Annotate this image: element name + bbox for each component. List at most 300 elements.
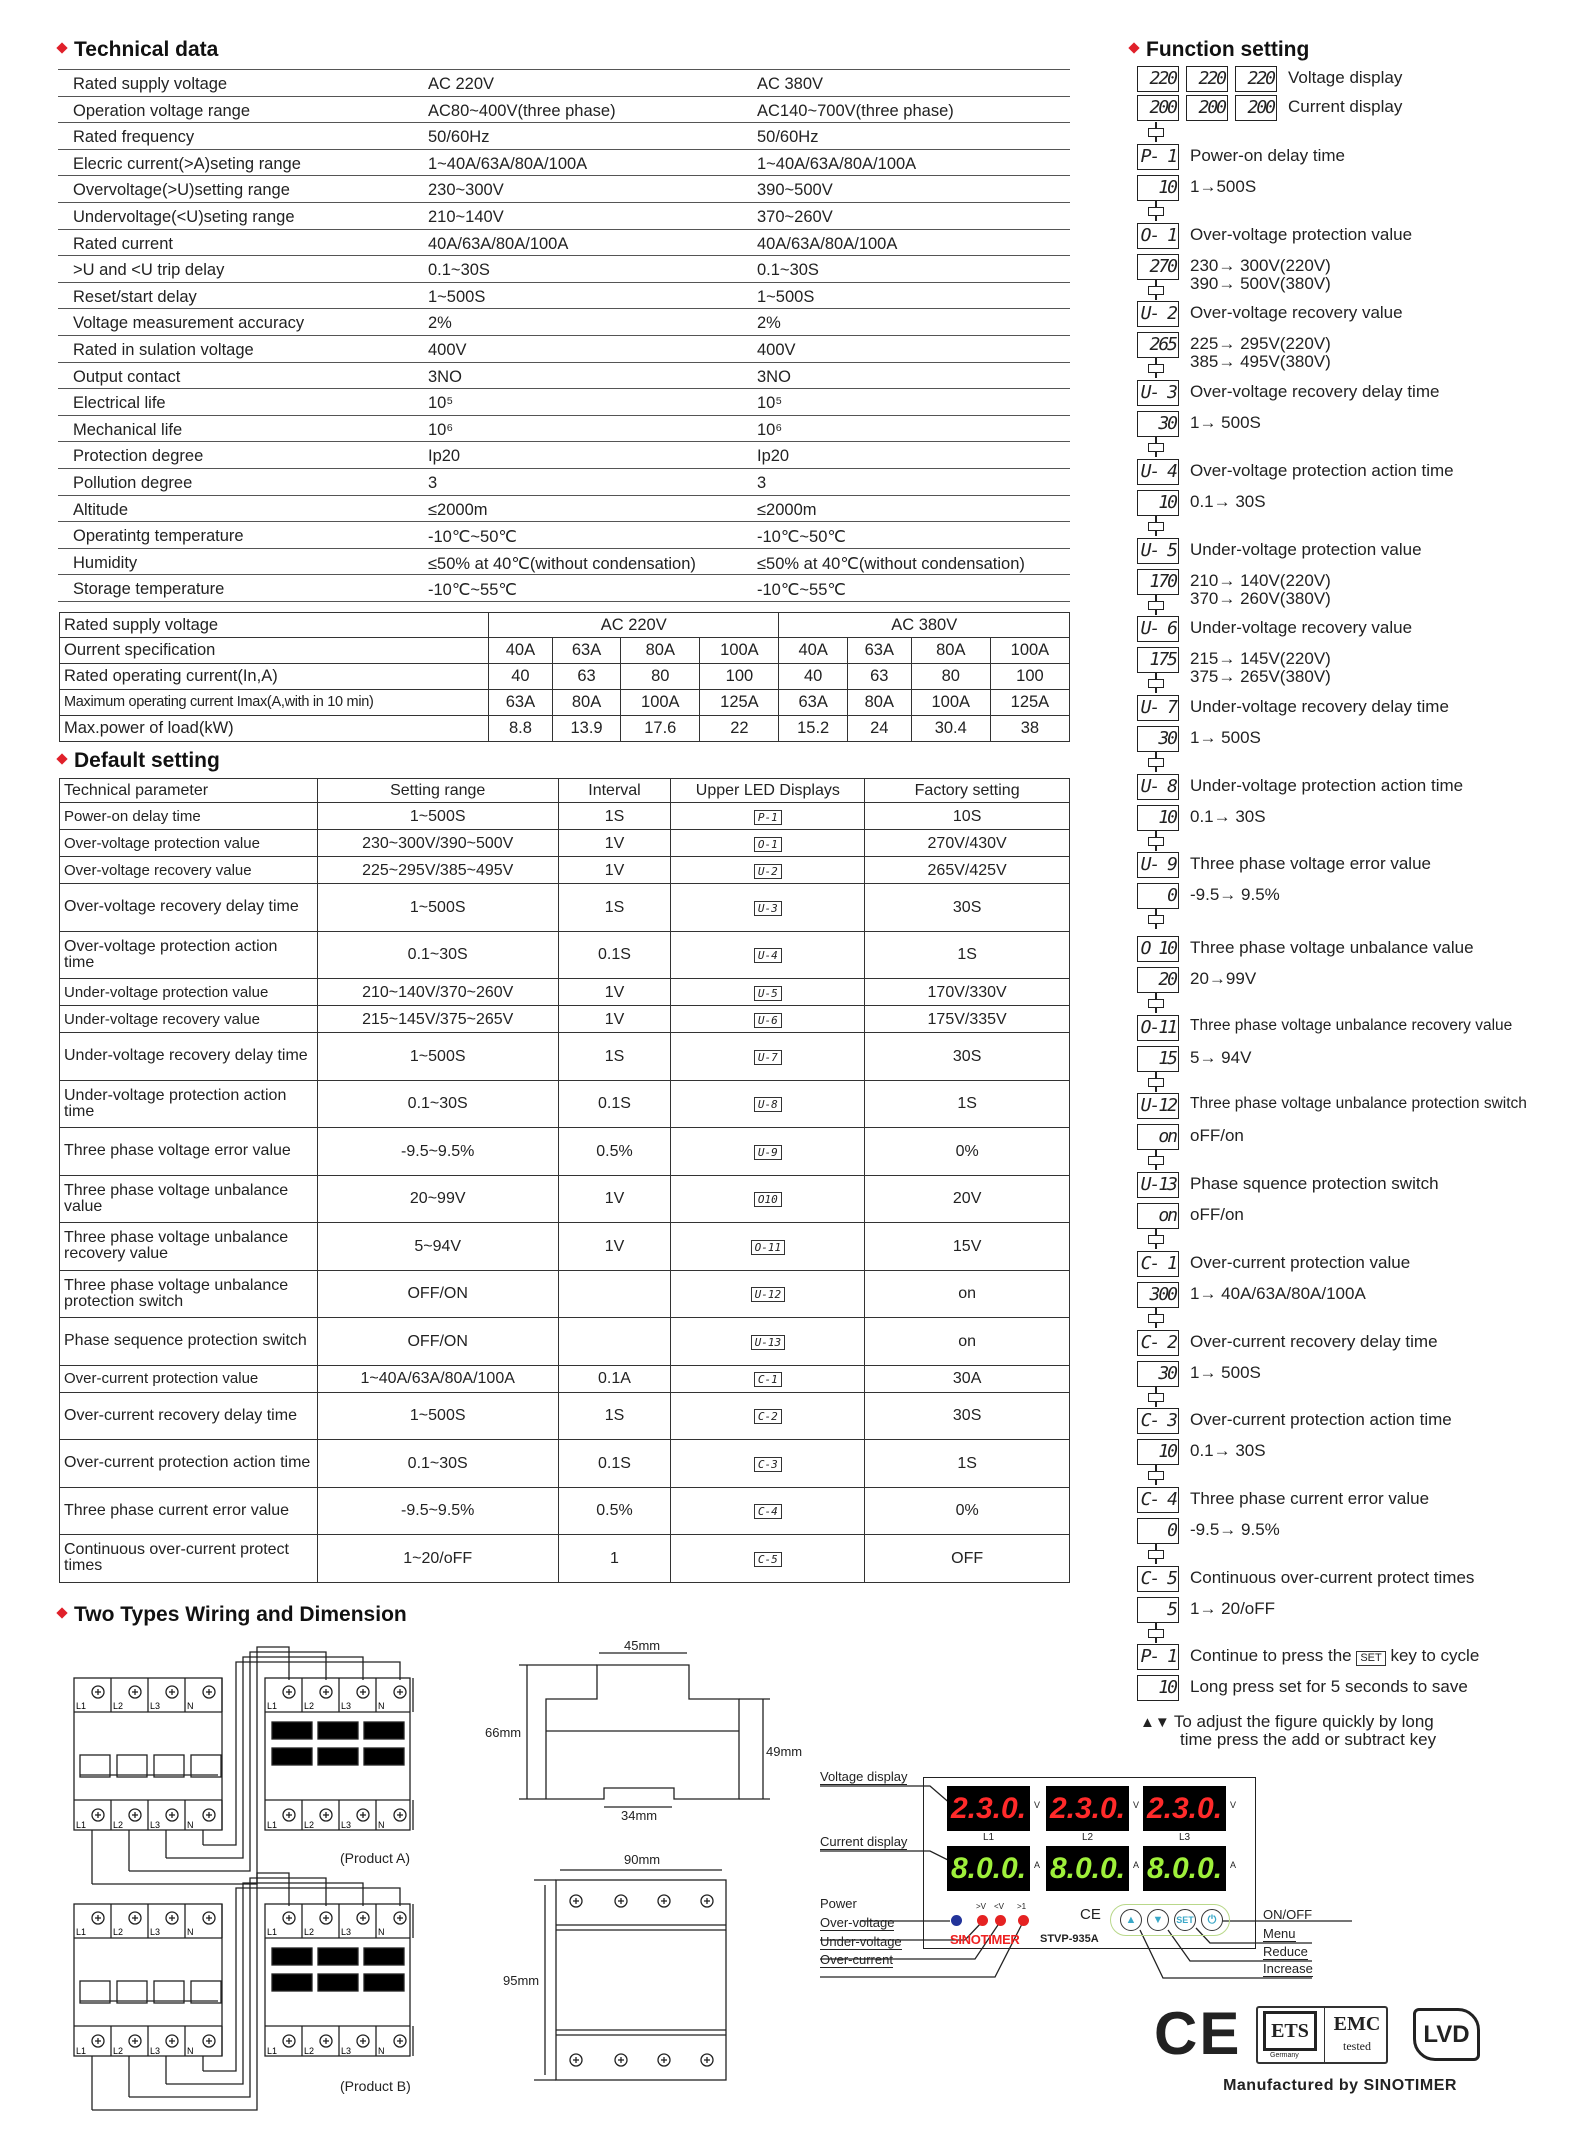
function-desc: Continuous over-current protect times: [1190, 1567, 1475, 1587]
function-range: 5→ 94V: [1190, 1047, 1252, 1067]
tech-param: Mechanical life: [73, 420, 183, 439]
param-cell: Three phase voltage error value: [60, 1128, 318, 1176]
set-key-icon: [1148, 443, 1164, 452]
tech-value-380v: -10℃~55℃: [757, 581, 846, 600]
range-cell: -9.5~9.5%: [317, 1487, 558, 1535]
led-label: >1: [1017, 1902, 1027, 1911]
load-label: Max.power of load(kW): [60, 716, 489, 742]
load-cell: 40A: [779, 638, 847, 664]
breaker-handle: [80, 1981, 110, 2003]
mini-display: [272, 1948, 312, 1965]
range-cell: 1~500S: [317, 1033, 558, 1081]
interval-cell: 0.1S: [558, 1080, 671, 1128]
set-key-icon: [1148, 128, 1164, 137]
led-label: <V: [994, 1902, 1005, 1911]
param-cell: Three phase voltage unbalance recovery value: [60, 1223, 318, 1271]
current-display: 8.0.0.: [947, 1846, 1030, 1891]
panel-left-label: Current display: [820, 1834, 908, 1849]
range-cell: 1~20/oFF: [317, 1535, 558, 1583]
function-value: on: [1137, 1203, 1179, 1229]
set-key-icon: [1148, 286, 1164, 295]
panel-left-label: Power: [820, 1896, 857, 1911]
function-code: C- 3: [1137, 1408, 1179, 1434]
factory-cell: 30S: [865, 884, 1070, 932]
function-range: 1→ 500S: [1190, 727, 1261, 747]
param-cell: Over-current protection action time: [60, 1440, 318, 1488]
adjust-note: ▲▼ To adjust the figure quickly by long time press the add or subtract key: [1140, 1712, 1437, 1749]
default-header-cell: Setting range: [317, 779, 558, 803]
function-desc: Under-voltage recovery delay time: [1190, 696, 1449, 716]
function-range: 20→99V: [1190, 969, 1257, 988]
function-range: 210→ 140V(220V): [1190, 570, 1331, 590]
panel-right-label: Reduce: [1263, 1944, 1308, 1959]
terminal-label: L1: [76, 1701, 87, 1711]
range-cell: 1~500S: [317, 1392, 558, 1440]
tech-value-220v: ≤2000m: [428, 500, 488, 519]
led-label: >V: [976, 1902, 987, 1911]
manufacturer-text: Manufactured by SINOTIMER: [1223, 2077, 1457, 2094]
power-led-icon: [951, 1915, 962, 1926]
terminal-label: L3: [341, 1701, 352, 1711]
factory-cell: 270V/430V: [865, 830, 1070, 857]
tech-value-220v: 0.1~30S: [428, 261, 490, 280]
panel-left-label: Under-voltage: [820, 1934, 902, 1949]
param-cell: Three phase voltage unbalance protection switch: [60, 1270, 318, 1318]
tech-param: Undervoltage(<U)seting range: [73, 207, 295, 226]
led-code-icon: U-8: [754, 1097, 782, 1112]
amp-unit: A: [1034, 1860, 1041, 1870]
function-code: O-11: [1137, 1015, 1179, 1041]
current-display-code: 200: [1137, 95, 1179, 121]
tech-value-380v: 50/60Hz: [757, 128, 819, 147]
factory-cell: 1S: [865, 1440, 1070, 1488]
tech-value-220v: 50/60Hz: [428, 128, 490, 147]
function-range: 230→ 300V(220V): [1190, 255, 1331, 275]
breaker-handle: [154, 1755, 184, 1777]
function-code: U- 9: [1137, 852, 1179, 878]
param-cell: Over-voltage protection action time: [60, 931, 318, 979]
dim-top-width: 45mm: [624, 1638, 661, 1653]
factory-cell: 1S: [865, 931, 1070, 979]
range-cell: 5~94V: [317, 1223, 558, 1271]
diamond-bullet-icon: [1128, 43, 1139, 54]
interval-cell: 1V: [558, 857, 671, 884]
default-header-cell: Upper LED Displays: [671, 779, 865, 803]
load-cell: 40: [779, 664, 847, 690]
terminal-label: N: [378, 1820, 385, 1830]
range-cell: 0.1~30S: [317, 1080, 558, 1128]
function-desc: Under-voltage protection action time: [1190, 775, 1464, 795]
tech-param: >U and <U trip delay: [73, 261, 225, 280]
terminal-label: L3: [150, 1820, 161, 1830]
led-code-icon: U-5: [754, 986, 782, 1001]
load-label: Rated operating current(In,A): [60, 664, 489, 690]
terminal-label: L2: [113, 1820, 124, 1830]
factory-cell: 30A: [865, 1365, 1070, 1392]
led-code-icon: O10: [754, 1192, 782, 1207]
terminal-label: N: [187, 2046, 194, 2056]
voltage-display: 2.3.0.: [947, 1786, 1030, 1831]
factory-cell: 15V: [865, 1223, 1070, 1271]
tech-param: Voltage measurement accuracy: [73, 314, 305, 333]
function-desc: Over-current protection action time: [1190, 1410, 1452, 1430]
interval-cell: 1S: [558, 1033, 671, 1081]
function-range: 1→ 500S: [1190, 413, 1261, 433]
phase-label: L2: [1082, 1832, 1094, 1843]
param-cell: Three phase voltage unbalance value: [60, 1175, 318, 1223]
function-range: 375→ 265V(380V): [1190, 667, 1331, 687]
technical-data-heading: Technical data: [58, 38, 218, 62]
tech-value-220v: 2%: [428, 314, 452, 333]
dim-rail: 34mm: [621, 1808, 658, 1823]
function-value: 5: [1137, 1597, 1179, 1623]
factory-cell: 30S: [865, 1033, 1070, 1081]
factory-cell: 1S: [865, 1080, 1070, 1128]
panel-left-label: Voltage display: [820, 1769, 908, 1784]
tech-param: Protection degree: [73, 447, 204, 466]
tech-value-220v: 10⁵: [428, 394, 454, 413]
voltage-display: 2.3.0.: [1046, 1786, 1129, 1831]
function-desc: Under-voltage recovery value: [1190, 618, 1413, 638]
led-code-icon: U-7: [754, 1050, 782, 1065]
mini-display: [272, 1974, 312, 1991]
mini-display: [364, 1974, 404, 1991]
load-cell: 80A: [847, 690, 911, 716]
load-cell: 100A: [990, 638, 1069, 664]
tech-value-220v: -10℃~55℃: [428, 581, 517, 600]
tech-value-220v: 230~300V: [428, 181, 504, 200]
function-desc: Over-voltage recovery delay time: [1190, 382, 1440, 402]
interval-cell: 1S: [558, 803, 671, 830]
tech-value-380v: 10⁵: [757, 394, 783, 413]
load-label: Ourrent specification: [60, 638, 489, 664]
tech-value-220v: 1~40A/63A/80A/100A: [428, 154, 588, 173]
interval-cell: 1S: [558, 884, 671, 932]
load-cell: 63A: [552, 638, 620, 664]
panel-left-label: Over-current: [820, 1952, 893, 1967]
factory-cell: on: [865, 1270, 1070, 1318]
terminal-label: L1: [267, 2046, 278, 2056]
product-a-label: (Product A): [340, 1850, 411, 1866]
factory-cell: 0%: [865, 1128, 1070, 1176]
interval-cell: 0.1A: [558, 1365, 671, 1392]
function-value: 10: [1137, 1675, 1179, 1701]
set-button[interactable]: SET: [1174, 1909, 1196, 1931]
mini-display: [364, 1948, 404, 1965]
set-key-icon: [1148, 758, 1164, 767]
range-cell: OFF/ON: [317, 1270, 558, 1318]
function-code: U-12: [1137, 1093, 1179, 1119]
volt-unit: V: [1034, 1800, 1041, 1810]
dim-depth: 95mm: [503, 1973, 540, 1988]
function-code: P- 1: [1137, 144, 1179, 170]
tech-value-220v: 40A/63A/80A/100A: [428, 234, 569, 253]
led-code-icon: C-1: [754, 1372, 782, 1387]
interval-cell: 1V: [558, 979, 671, 1006]
interval-cell: 1V: [558, 830, 671, 857]
load-cell: 40: [489, 664, 553, 690]
set-key-icon: [1148, 1156, 1164, 1165]
current-display: 8.0.0.: [1143, 1846, 1226, 1891]
panel-left-label: Over-voltage: [820, 1915, 895, 1930]
ce-mark: CE: [1154, 2000, 1242, 2067]
up-button[interactable]: ▲: [1120, 1909, 1142, 1931]
terminal-label: L1: [76, 2046, 87, 2056]
led-code-icon: P-1: [754, 810, 782, 825]
alarm-led-icon: [977, 1915, 988, 1926]
function-desc: Phase squence protection switch: [1190, 1174, 1439, 1194]
set-key-icon: SET: [1356, 1651, 1385, 1666]
function-value: 10: [1137, 490, 1179, 516]
terminal-label: L3: [150, 1927, 161, 1937]
param-cell: Over-current protection value: [60, 1365, 318, 1392]
function-code: O 10: [1137, 936, 1179, 962]
tech-param: Rated supply voltage: [73, 75, 228, 93]
terminal-label: L1: [267, 1927, 278, 1937]
set-key-icon: [1148, 601, 1164, 610]
led-code-icon: C-2: [754, 1409, 782, 1424]
tech-value-380v: 400V: [757, 340, 796, 359]
tech-param: Rated frequency: [73, 128, 195, 147]
function-desc: Over-voltage protection action time: [1190, 460, 1454, 480]
function-value: 10: [1137, 175, 1179, 201]
tech-value-380v: 1~500S: [757, 287, 815, 306]
tech-param: Overvoltage(>U)setting range: [73, 181, 290, 200]
led-code-icon: U-4: [754, 948, 782, 963]
interval-cell: 1: [558, 1535, 671, 1583]
dim-height: 66mm: [485, 1725, 522, 1740]
terminal-label: L2: [113, 2046, 124, 2056]
breaker-handle: [117, 1981, 147, 2003]
amp-unit: A: [1230, 1860, 1237, 1870]
set-key-icon: [1148, 1393, 1164, 1402]
range-cell: 0.1~30S: [317, 1440, 558, 1488]
power-button[interactable]: ⏻: [1201, 1909, 1223, 1931]
terminal-label: N: [187, 1701, 194, 1711]
default-header-cell: Factory setting: [865, 779, 1070, 803]
function-desc: Three phase voltage unbalance value: [1190, 938, 1474, 957]
factory-cell: 30S: [865, 1392, 1070, 1440]
load-cell: 100A: [621, 690, 700, 716]
factory-cell: 20V: [865, 1175, 1070, 1223]
function-range: 1→500S: [1190, 177, 1257, 196]
terminal-label: N: [378, 1927, 385, 1937]
param-cell: Under-voltage recovery delay time: [60, 1033, 318, 1081]
function-range: 1→ 500S: [1190, 1362, 1261, 1382]
breaker-handle: [191, 1981, 221, 2003]
tech-param: Storage temperature: [73, 580, 225, 599]
terminal-label: L2: [304, 1820, 315, 1830]
default-setting-heading: Default setting: [58, 749, 220, 773]
load-cell: 100A: [700, 638, 779, 664]
range-cell: 1~40A/63A/80A/100A: [317, 1365, 558, 1392]
interval-cell: 0.1S: [558, 931, 671, 979]
function-value: 270: [1137, 254, 1179, 280]
tech-value-380v: 40A/63A/80A/100A: [757, 234, 898, 253]
load-cell: 63A: [847, 638, 911, 664]
breaker-handle: [80, 1755, 110, 1777]
terminal-label: N: [187, 1927, 194, 1937]
load-header-label: Rated supply voltage: [60, 613, 489, 638]
voltage-display-code: 220: [1235, 66, 1277, 92]
function-code: U- 3: [1137, 380, 1179, 406]
load-cell: 100: [990, 664, 1069, 690]
function-range: 1→ 40A/63A/80A/100A: [1190, 1283, 1366, 1303]
function-range: Long press set for 5 seconds to save: [1190, 1677, 1468, 1697]
function-desc: Three phase voltage error value: [1190, 854, 1431, 874]
function-value: 0: [1137, 1518, 1179, 1544]
load-cell: 8.8: [489, 716, 553, 742]
param-cell: Over-current recovery delay time: [60, 1392, 318, 1440]
tech-param: Rated in sulation voltage: [73, 340, 254, 359]
function-value: 265: [1137, 332, 1179, 358]
function-range: 370→ 260V(380V): [1190, 588, 1331, 608]
terminal-label: L1: [267, 1820, 278, 1830]
function-value: 10: [1137, 805, 1179, 831]
set-key-icon: [1148, 1629, 1164, 1638]
tech-value-380v: 1~40A/63A/80A/100A: [757, 154, 917, 173]
tech-value-380v: Ip20: [757, 447, 790, 466]
load-cell: 22: [700, 716, 779, 742]
tech-value-220v: 10⁶: [428, 420, 454, 439]
led-code-icon: O-11: [751, 1240, 786, 1255]
function-code: C- 5: [1137, 1566, 1179, 1592]
factory-cell: OFF: [865, 1535, 1070, 1583]
tech-value-380v: 10⁶: [757, 420, 783, 439]
function-range: 390→ 500V(380V): [1190, 273, 1331, 293]
volt-unit: V: [1230, 1800, 1237, 1810]
param-cell: Three phase current error value: [60, 1487, 318, 1535]
function-desc: Over-voltage recovery value: [1190, 303, 1403, 323]
voltage-display: 2.3.0.: [1143, 1786, 1226, 1831]
led-code-icon: U-6: [754, 1013, 782, 1028]
function-range: 215→ 145V(220V): [1190, 649, 1331, 669]
dim-body-height: 49mm: [766, 1744, 803, 1759]
tech-value-220v: AC80~400V(three phase): [428, 101, 616, 120]
range-cell: 20~99V: [317, 1175, 558, 1223]
tech-value-220v: ≤50% at 40℃(without condensation): [428, 554, 696, 573]
tech-value-220v: -10℃~50℃: [428, 528, 517, 547]
param-cell: Over-voltage protection value: [60, 830, 318, 857]
led-code-icon: U-13: [751, 1335, 786, 1350]
function-value: 170: [1137, 569, 1179, 595]
load-cell: 24: [847, 716, 911, 742]
front-view-outline: [556, 1880, 726, 2080]
interval-cell: 1V: [558, 1175, 671, 1223]
voltage-display-code: 220: [1186, 66, 1228, 92]
factory-cell: 265V/425V: [865, 857, 1070, 884]
voltage-display-code: 220: [1137, 66, 1179, 92]
lvd-logo: LVD: [1413, 2008, 1480, 2061]
function-value: 175: [1137, 647, 1179, 673]
function-code: U- 4: [1137, 459, 1179, 485]
tech-value-220v: 1~500S: [428, 287, 486, 306]
tech-value-220v: 3: [428, 473, 438, 492]
set-key-icon: [1148, 679, 1164, 688]
set-key-icon: [1148, 207, 1164, 216]
current-display-code: 200: [1186, 95, 1228, 121]
factory-cell: 175V/335V: [865, 1006, 1070, 1033]
interval-cell: 0.5%: [558, 1128, 671, 1176]
terminal-label: L1: [76, 1927, 87, 1937]
led-code-icon: U-3: [754, 901, 782, 916]
load-cell: 80: [621, 664, 700, 690]
tech-param: Operatintg temperature: [73, 527, 244, 546]
load-cell: 17.6: [621, 716, 700, 742]
set-key-icon: [1148, 1078, 1164, 1087]
terminal-label: L2: [113, 1927, 124, 1937]
led-code-icon: U-12: [751, 1287, 786, 1302]
tech-param: Reset/start delay: [73, 287, 197, 306]
set-key-icon: [1148, 1314, 1164, 1323]
load-header-220v: AC 220V: [489, 613, 779, 638]
side-view-outline: [546, 1665, 739, 1799]
load-cell: 80A: [621, 638, 700, 664]
led-code-icon: C-4: [754, 1504, 782, 1519]
function-range: 225→ 295V(220V): [1190, 334, 1331, 354]
led-code-icon: C-3: [754, 1457, 782, 1472]
default-header-cell: Technical parameter: [60, 779, 318, 803]
tech-value-380v: 370~260V: [757, 207, 833, 226]
tech-value-220v: 210~140V: [428, 207, 504, 226]
function-desc: Under-voltage protection value: [1190, 539, 1422, 559]
load-cell: 63: [847, 664, 911, 690]
tech-value-220v: AC 220V: [428, 75, 495, 93]
tech-value-380v: ≤50% at 40℃(without condensation): [757, 554, 1025, 573]
function-code: U-13: [1137, 1172, 1179, 1198]
tech-value-380v: AC140~700V(three phase): [757, 101, 954, 120]
tech-value-380v: 3NO: [757, 367, 791, 386]
range-cell: 1~500S: [317, 803, 558, 830]
current-display-label: Current display: [1288, 97, 1403, 116]
load-cell: 80A: [911, 638, 990, 664]
param-cell: Power-on delay time: [60, 803, 318, 830]
mini-display: [364, 1748, 404, 1765]
tech-value-380v: 3: [757, 473, 767, 492]
load-cell: 30.4: [911, 716, 990, 742]
terminal-label: L1: [267, 1701, 278, 1711]
function-range: 0.1→ 30S: [1190, 1441, 1266, 1461]
terminal-label: L2: [304, 2046, 315, 2056]
voltage-display-label: Voltage display: [1288, 68, 1403, 87]
function-desc: Three phase voltage unbalance recovery value: [1190, 1016, 1513, 1034]
interval-cell: 0.1S: [558, 1440, 671, 1488]
breaker-handle: [154, 1981, 184, 2003]
volt-unit: V: [1133, 1800, 1140, 1810]
function-value: 15: [1137, 1046, 1179, 1072]
tech-param: Rated current: [73, 234, 173, 253]
tech-param: Output contact: [73, 367, 181, 386]
load-cell: 63A: [489, 690, 553, 716]
terminal-label: N: [378, 1701, 385, 1711]
function-range: -9.5→ 9.5%: [1190, 885, 1280, 905]
function-range: oFF/on: [1190, 1205, 1244, 1225]
tech-value-220v: Ip20: [428, 447, 461, 466]
wiring-heading: Two Types Wiring and Dimension: [58, 1603, 407, 1627]
function-code: C- 2: [1137, 1330, 1179, 1356]
terminal-label: L3: [341, 1820, 352, 1830]
factory-cell: 0%: [865, 1487, 1070, 1535]
down-button[interactable]: ▼: [1147, 1909, 1169, 1931]
tech-value-220v: 3NO: [428, 367, 462, 386]
terminal-label: L3: [341, 1927, 352, 1937]
tech-param: Pollution degree: [73, 473, 193, 492]
set-key-icon: [1148, 1235, 1164, 1244]
tech-value-380v: -10℃~50℃: [757, 528, 846, 547]
phase-label: L3: [1179, 1832, 1191, 1843]
load-cell: 15.2: [779, 716, 847, 742]
terminal-label: N: [187, 1820, 194, 1830]
